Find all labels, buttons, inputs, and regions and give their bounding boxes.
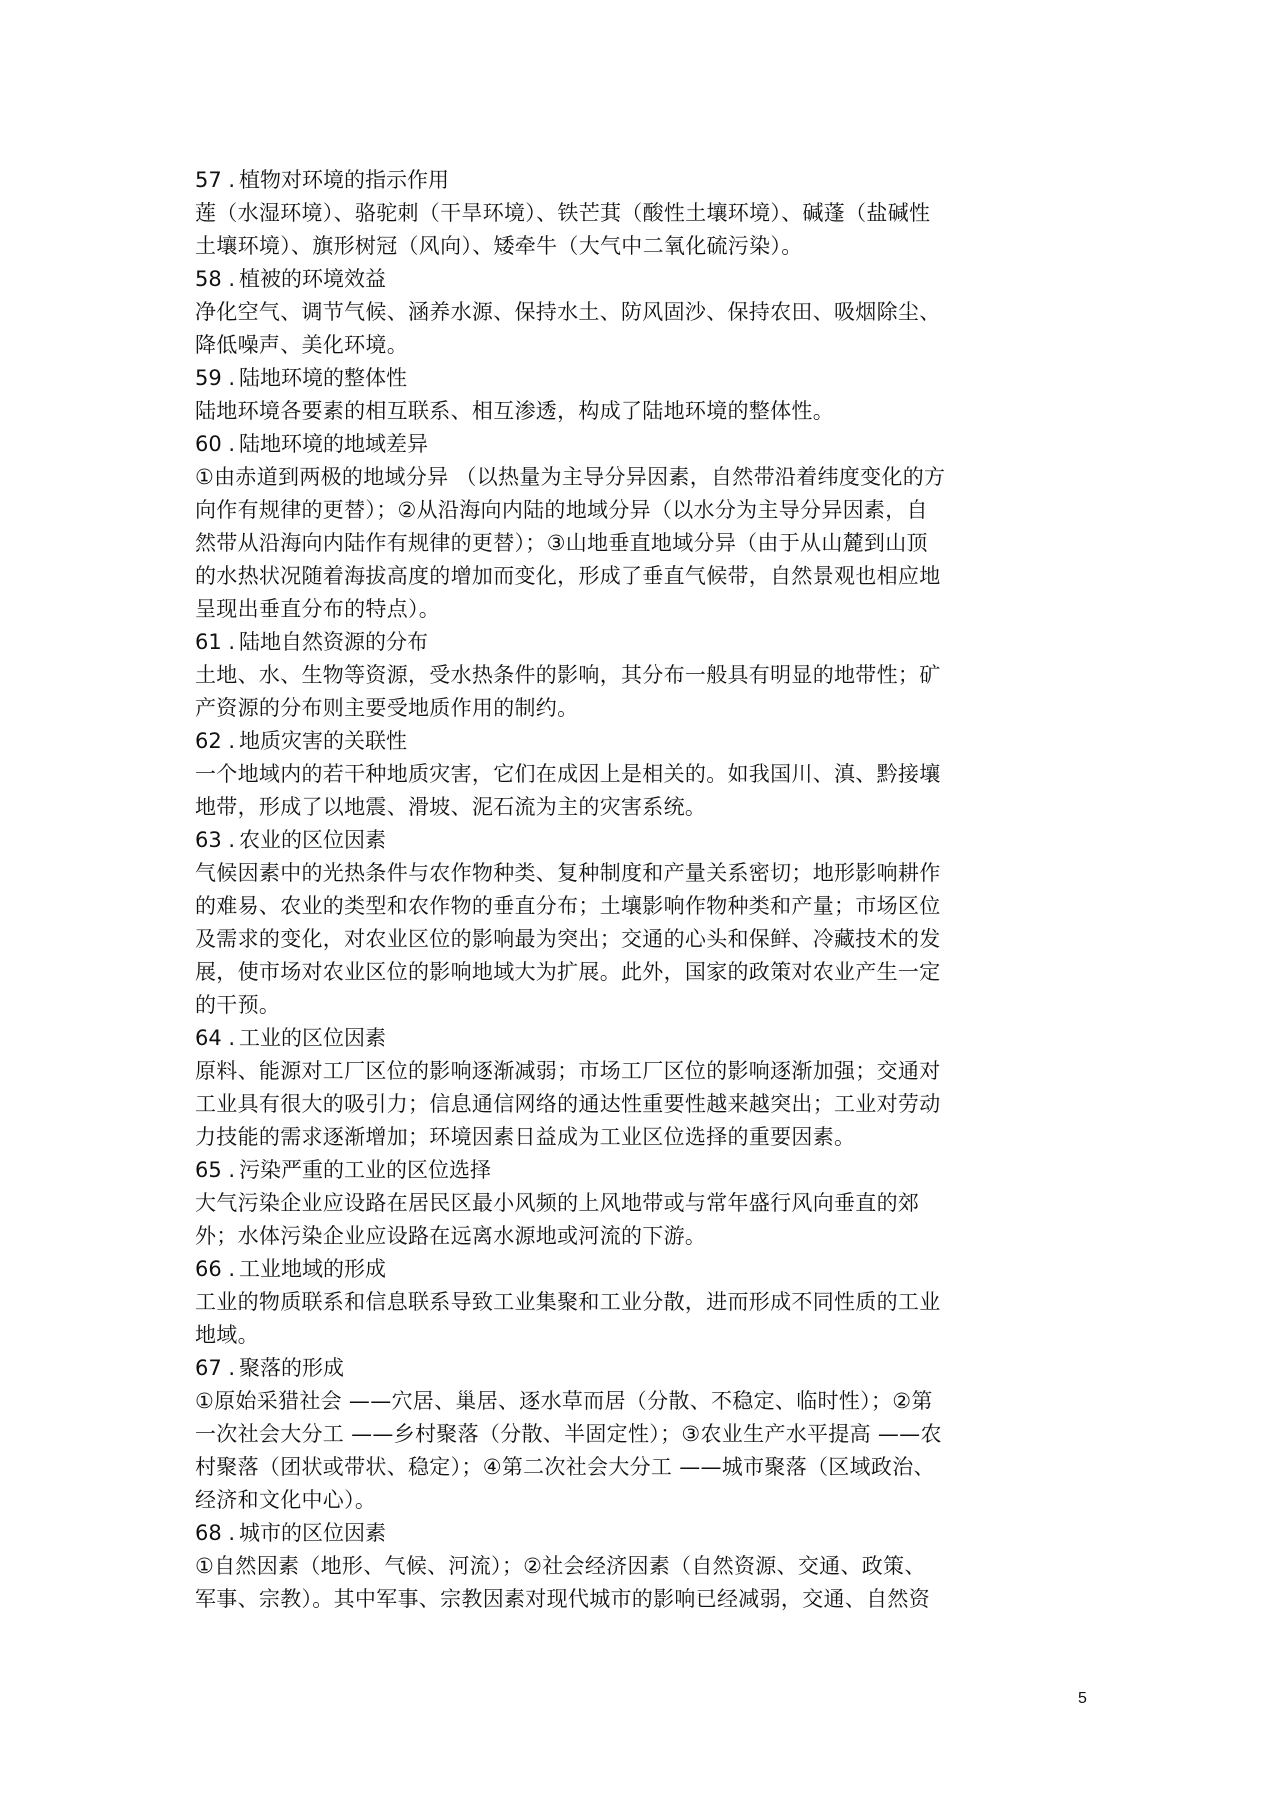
body-text-line: 莲（水湿环境）、骆驼刺（干旱环境）、铁芒萁（酸性土壤环境）、碱蓬（盐碱性 [195,201,931,225]
section-number: 66 . [195,1257,236,1281]
body-text-line: 村聚落（团状或带状、稳定）；④第二次社会大分工 ——城市聚落（区域政治、 [195,1455,935,1479]
section-title: 植被的环境效益 [239,267,386,291]
body-text-line: 的难易、农业的类型和农作物的垂直分布；土壤影响作物种类和产量；市场区位 [195,894,941,918]
body-text-line: 的干预。 [195,993,281,1017]
body-text-line: 力技能的需求逐渐增加；环境因素日益成为工业区位选择的重要因素。 [195,1125,856,1149]
section-number: 61 . [195,630,236,654]
section-number: 67 . [195,1356,236,1380]
body-text-line: 工业具有很大的吸引力；信息通信网络的通达性重要性越来越突出；工业对劳动 [195,1092,941,1116]
body-text-line: 一次社会大分工 ——乡村聚落（分散、半固定性）；③农业生产水平提高 ——农 [195,1422,942,1446]
page-number: 5 [1078,1690,1087,1707]
body-text-line: 陆地环境各要素的相互联系、相互渗透，构成了陆地环境的整体性。 [195,399,834,423]
section [195,428,1095,626]
section-title: 陆地环境的整体性 [239,366,407,390]
section [195,1352,1095,1517]
section-title: 城市的区位因素 [239,1521,386,1545]
section-title: 陆地自然资源的分布 [239,630,428,654]
body-text-line: 地域。 [195,1323,259,1347]
section-title: 陆地环境的地域差异 [239,432,428,456]
section-heading [195,725,1095,758]
body-text-line: ①由赤道到两极的地域分异 （以热量为主导分异因素，自然带沿着纬度变化的方 [195,465,946,489]
section-number: 62 . [195,729,236,753]
section-number: 60 . [195,432,236,456]
section-heading [195,626,1095,659]
body-text-line: 大气污染企业应设路在居民区最小风频的上风地带或与常年盛行风向垂直的郊 [195,1191,920,1215]
section-heading [195,428,1095,461]
body-text-line: 经济和文化中心）。 [195,1488,377,1512]
section-number: 65 . [195,1158,236,1182]
section [195,263,1095,362]
section-heading [195,362,1095,395]
section-number: 63 . [195,828,236,852]
section-heading [195,1517,1095,1550]
section [195,164,1095,263]
section [195,362,1095,428]
section-title: 污染严重的工业的区位选择 [239,1158,491,1182]
body-text-line: 展，使市场对农业区位的影响地域大为扩展。此外，国家的政策对农业产生一定 [195,960,941,984]
section-title: 工业的区位因素 [239,1026,386,1050]
section-title: 植物对环境的指示作用 [239,168,449,192]
section [195,1517,1095,1616]
body-text-line: 土壤环境）、旗形树冠（风向）、矮牵牛（大气中二氧化硫污染）。 [195,234,803,258]
body-text-line: 气候因素中的光热条件与农作物种类、复种制度和产量关系密切；地形影响耕作 [195,861,941,885]
section-title: 聚落的形成 [239,1356,344,1380]
body-text-line: 及需求的变化，对农业区位的影响最为突出；交通的心头和保鲜、冷藏技术的发 [195,927,941,951]
section [195,824,1095,1022]
body-text-line: 产资源的分布则主要受地质作用的制约。 [195,696,579,720]
body-text-line: 地带，形成了以地震、滑坡、泥石流为主的灾害系统。 [195,795,707,819]
section-number: 58 . [195,267,236,291]
section-heading [195,1352,1095,1385]
section [195,1154,1095,1253]
body-text-line: 外；水体污染企业应设路在远离水源地或河流的下游。 [195,1224,707,1248]
body-text-line: 土地、水、生物等资源，受水热条件的影响，其分布一般具有明显的地带性；矿 [195,663,941,687]
body-text-line: 军事、宗教）。其中军事、宗教因素对现代城市的影响已经减弱，交通、自然资 [195,1587,930,1611]
section [195,1253,1095,1352]
section-number: 57 . [195,168,236,192]
section-heading [195,263,1095,296]
body-text-line: 净化空气、调节气候、涵养水源、保持水土、防风固沙、保持农田、吸烟除尘、 [195,300,941,324]
body-text-line: ①原始采猎社会 ——穴居、巢居、逐水草而居（分散、不稳定、临时性）；②第 [195,1389,933,1413]
section-number: 68 . [195,1521,236,1545]
body-text-line: 原料、能源对工厂区位的影响逐渐减弱；市场工厂区位的影响逐渐加强；交通对 [195,1059,941,1083]
section-title: 农业的区位因素 [239,828,386,852]
body-text-line: 降低噪声、美化环境。 [195,333,408,357]
document-body [195,164,1095,1616]
body-text-line: 工业的物质联系和信息联系导致工业集聚和工业分散，进而形成不同性质的工业 [195,1290,941,1314]
section-heading [195,824,1095,857]
section-title: 地质灾害的关联性 [239,729,407,753]
section [195,725,1095,824]
section [195,626,1095,725]
body-text-line: 一个地域内的若干种地质灾害，它们在成因上是相关的。如我国川、滇、黔接壤 [195,762,941,786]
section-number: 64 . [195,1026,236,1050]
section-number: 59 . [195,366,236,390]
body-text-line: 的水热状况随着海拔高度的增加而变化，形成了垂直气候带，自然景观也相应地 [195,564,941,588]
section-title: 工业地域的形成 [239,1257,386,1281]
section [195,1022,1095,1154]
body-text-line: 向作有规律的更替）；②从沿海向内陆的地域分异（以水分为主导分异因素，自 [195,498,928,522]
body-text-line: 呈现出垂直分布的特点）。 [195,597,441,621]
section-heading [195,1253,1095,1286]
body-text-line: 然带从沿海向内陆作有规律的更替）；③山地垂直地域分异（由于从山麓到山顶 [195,531,928,555]
section-heading [195,1154,1095,1187]
body-text-line: ①自然因素（地形、气候、河流）；②社会经济因素（自然资源、交通、政策、 [195,1554,926,1578]
section-heading [195,1022,1095,1055]
section-heading [195,164,1095,197]
